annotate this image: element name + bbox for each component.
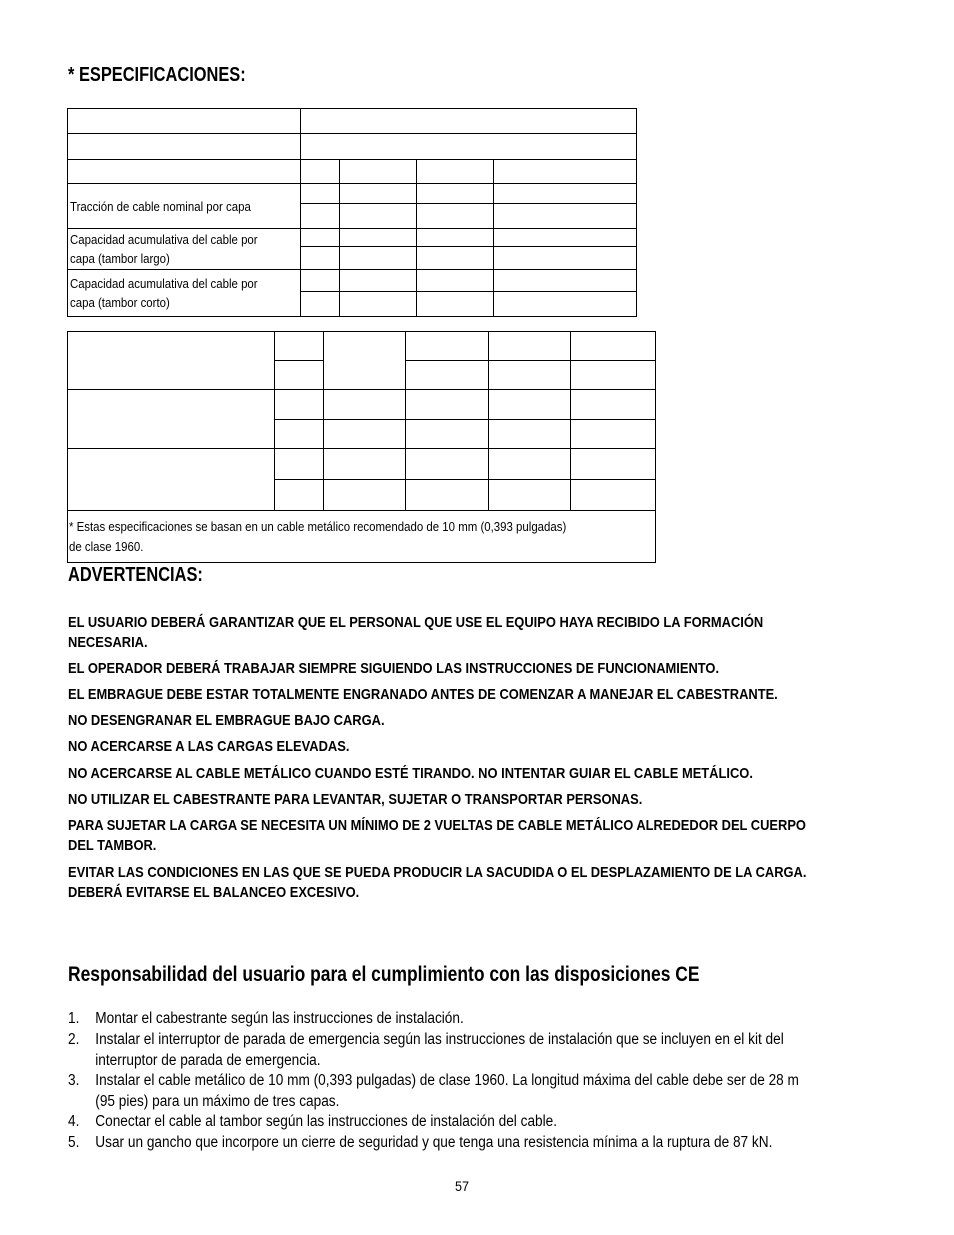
table-cell — [406, 480, 489, 511]
table-cell — [417, 184, 494, 204]
table-cell — [301, 247, 340, 270]
table-cell — [324, 449, 406, 480]
list-item: 4. Conectar el cable al tambor según las instrucciones de instalación del cable. — [68, 1113, 558, 1130]
row-label-capacity-short-drum: Capacidad acumulativa del cable por capa (tambor corto) — [68, 270, 301, 317]
table-cell — [324, 420, 406, 449]
table-cell — [571, 480, 656, 511]
ce-compliance-heading: Responsabilidad del usuario para el cumplimiento con las disposiciones CE — [68, 963, 700, 986]
warning-item: NO ACERCARSE AL CABLE METÁLICO CUANDO ESTÉ TIRANDO. NO INTENTAR GUIAR EL CABLE METÁLICO. — [68, 765, 753, 782]
table-cell — [275, 480, 324, 511]
table-cell — [340, 247, 417, 270]
page-number: 57 — [455, 1178, 470, 1194]
table-cell — [489, 480, 571, 511]
table-cell — [301, 184, 340, 204]
warning-item: NO ACERCARSE A LAS CARGAS ELEVADAS. — [68, 738, 350, 755]
row-label-capacity-long-drum: Capacidad acumulativa del cable por capa (tambor largo) — [68, 229, 301, 270]
table-cell — [571, 332, 656, 361]
table-cell — [301, 134, 637, 160]
table-cell — [494, 270, 637, 292]
warning-item: NO UTILIZAR EL CABESTRANTE PARA LEVANTAR, SUJETAR O TRANSPORTAR PERSONAS. — [68, 791, 643, 808]
list-item: 3. Instalar el cable metálico de 10 mm (0,393 pulgadas) de clase 1960. La longitud máxima del cable debe ser de 28 m (95 pies) para un máximo de tres capas. — [68, 1072, 799, 1110]
table-cell — [489, 420, 571, 449]
table-cell — [417, 270, 494, 292]
table-cell — [406, 332, 489, 361]
table-cell — [417, 160, 494, 184]
table-cell — [340, 204, 417, 229]
warning-item: EVITAR LAS CONDICIONES EN LAS QUE SE PUEDA PRODUCIR LA SACUDIDA O EL DESPLAZAMIENTO DE LA CARGA. DEBERÁ EVITARSE EL BALANCEO EXCESIVO. — [68, 864, 807, 901]
table-cell — [301, 270, 340, 292]
table-cell — [494, 184, 637, 204]
list-item: 1. Montar el cabestrante según las instrucciones de instalación. — [68, 1010, 464, 1027]
warnings-heading: ADVERTENCIAS: — [68, 564, 203, 586]
table-cell — [301, 109, 637, 134]
table-cell — [275, 332, 324, 361]
table-cell — [68, 109, 301, 134]
table-cell — [489, 332, 571, 361]
warning-item: EL USUARIO DEBERÁ GARANTIZAR QUE EL PERSONAL QUE USE EL EQUIPO HAYA RECIBIDO LA FORMACIÓN NECESARIA. — [68, 614, 764, 651]
table-cell — [324, 390, 406, 420]
table-cell — [68, 332, 275, 390]
table-cell — [68, 390, 275, 449]
specifications-footnote: * Estas especificaciones se basan en un cable metálico recomendado de 10 mm (0,393 pulgadas) de clase 1960. — [68, 511, 656, 563]
warning-item: PARA SUJETAR LA CARGA SE NECESITA UN MÍNIMO DE 2 VUELTAS DE CABLE METÁLICO ALREDEDOR DEL CUERPO DEL TAMBOR. — [68, 817, 806, 854]
warning-item: EL OPERADOR DEBERÁ TRABAJAR SIEMPRE SIGUIENDO LAS INSTRUCCIONES DE FUNCIONAMIENTO. — [68, 660, 720, 677]
table-cell — [68, 134, 301, 160]
table-cell — [571, 361, 656, 390]
table-cell — [494, 160, 637, 184]
table-cell — [275, 449, 324, 480]
table-cell — [489, 449, 571, 480]
table-cell — [417, 229, 494, 247]
table-cell — [68, 449, 275, 511]
table-cell — [571, 449, 656, 480]
table-cell — [406, 420, 489, 449]
table-cell — [406, 361, 489, 390]
table-cell — [301, 229, 340, 247]
table-cell — [324, 480, 406, 511]
specifications-table-2 — [67, 331, 656, 563]
table-cell — [571, 420, 656, 449]
table-cell — [68, 160, 301, 184]
list-item: 2. Instalar el interruptor de parada de emergencia según las instrucciones de instalación que se incluyen en el kit del interruptor de parada de emergencia. — [68, 1031, 784, 1069]
table-cell — [340, 160, 417, 184]
table-cell — [494, 204, 637, 229]
specifications-heading: * ESPECIFICACIONES: — [68, 64, 246, 86]
table-cell — [340, 292, 417, 317]
table-cell — [489, 390, 571, 420]
table-cell — [340, 270, 417, 292]
table-cell — [417, 292, 494, 317]
table-cell — [324, 332, 406, 390]
table-cell — [301, 292, 340, 317]
list-item: 5. Usar un gancho que incorpore un cierre de seguridad y que tenga una resistencia mínima a la ruptura de 87 kN. — [68, 1134, 773, 1151]
table-cell — [301, 160, 340, 184]
table-cell — [494, 229, 637, 247]
warning-item: NO DESENGRANAR EL EMBRAGUE BAJO CARGA. — [68, 712, 385, 729]
table-cell — [301, 204, 340, 229]
table-cell — [489, 361, 571, 390]
table-cell — [571, 390, 656, 420]
specifications-table-1 — [67, 108, 637, 317]
table-cell — [275, 420, 324, 449]
table-cell — [340, 229, 417, 247]
table-cell — [417, 247, 494, 270]
warning-item: EL EMBRAGUE DEBE ESTAR TOTALMENTE ENGRANADO ANTES DE COMENZAR A MANEJAR EL CABESTRANTE. — [68, 686, 778, 703]
table-cell — [417, 204, 494, 229]
table-cell — [494, 292, 637, 317]
table-cell — [340, 184, 417, 204]
table-cell — [406, 390, 489, 420]
table-cell — [494, 247, 637, 270]
row-label-nominal-pull: Tracción de cable nominal por capa — [68, 184, 301, 229]
table-cell — [275, 390, 324, 420]
table-cell — [406, 449, 489, 480]
table-cell — [275, 361, 324, 390]
